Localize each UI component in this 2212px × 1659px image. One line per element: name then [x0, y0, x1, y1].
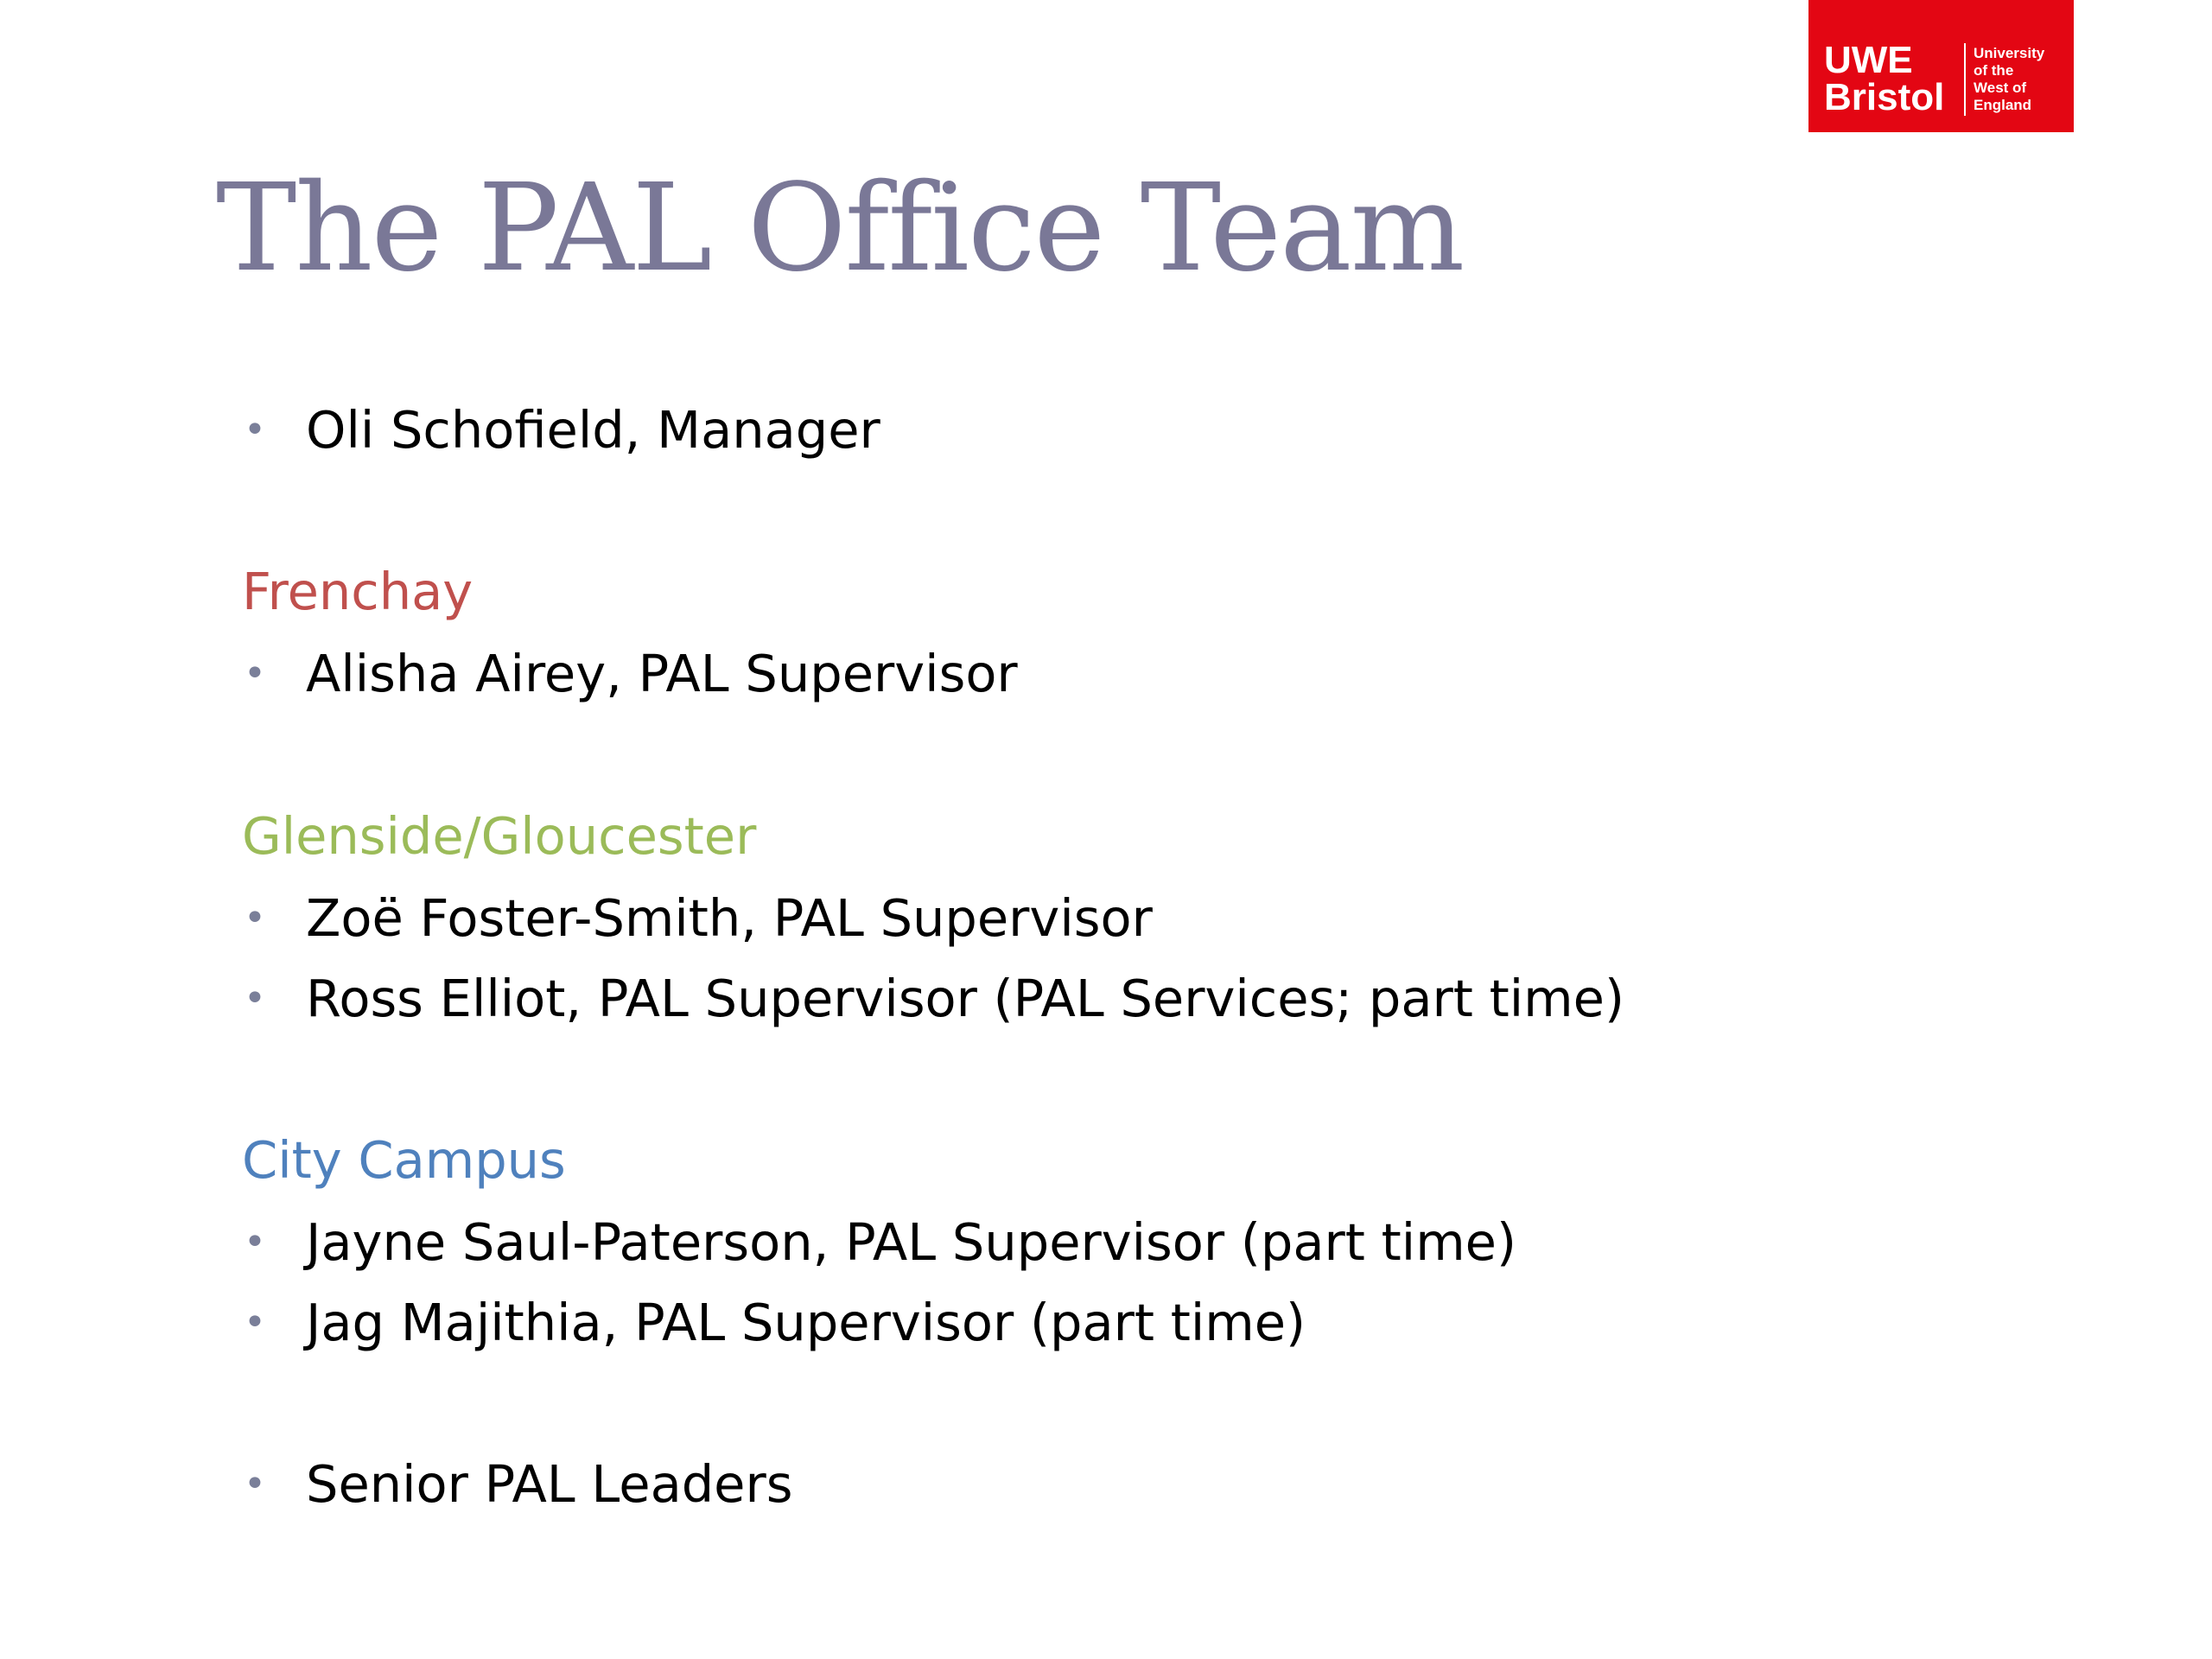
slide-title: The PAL Office Team	[216, 158, 1464, 299]
list-item-text: Jayne Saul-Paterson, PAL Supervisor (part time)	[306, 1212, 1516, 1272]
list-item-text: Zoë Foster-Smith, PAL Supervisor	[306, 888, 1153, 948]
logo-sub-line: England	[1974, 97, 2032, 113]
bullet-icon: •	[244, 652, 266, 696]
city-campus-heading: City Campus	[242, 1130, 566, 1190]
bullet-icon: •	[244, 408, 266, 452]
bullet-icon: •	[244, 896, 266, 940]
list-item-text: Senior PAL Leaders	[306, 1454, 793, 1514]
glenside-heading: Glenside/Gloucester	[242, 806, 757, 866]
list-item-text: Ross Elliot, PAL Supervisor (PAL Services; part time)	[306, 969, 1624, 1028]
logo-line-uwe: UWE	[1824, 39, 1913, 81]
bullet-icon: •	[244, 976, 266, 1020]
frenchay-heading: Frenchay	[242, 562, 474, 621]
bullet-icon: •	[244, 1300, 266, 1344]
bullet-icon: •	[244, 1220, 266, 1264]
list-item-text: Oli Schofield, Manager	[306, 400, 880, 460]
list-item-text: Alisha Airey, PAL Supervisor	[306, 644, 1018, 703]
bullet-icon: •	[244, 1462, 266, 1506]
list-item-text: Jag Majithia, PAL Supervisor (part time)	[306, 1293, 1306, 1352]
logo-sub-line: West of	[1974, 79, 2027, 96]
logo-sub-line: University	[1974, 45, 2045, 61]
logo-sub-line: of the	[1974, 62, 2014, 79]
logo-line-bristol: Bristol	[1824, 76, 1945, 118]
